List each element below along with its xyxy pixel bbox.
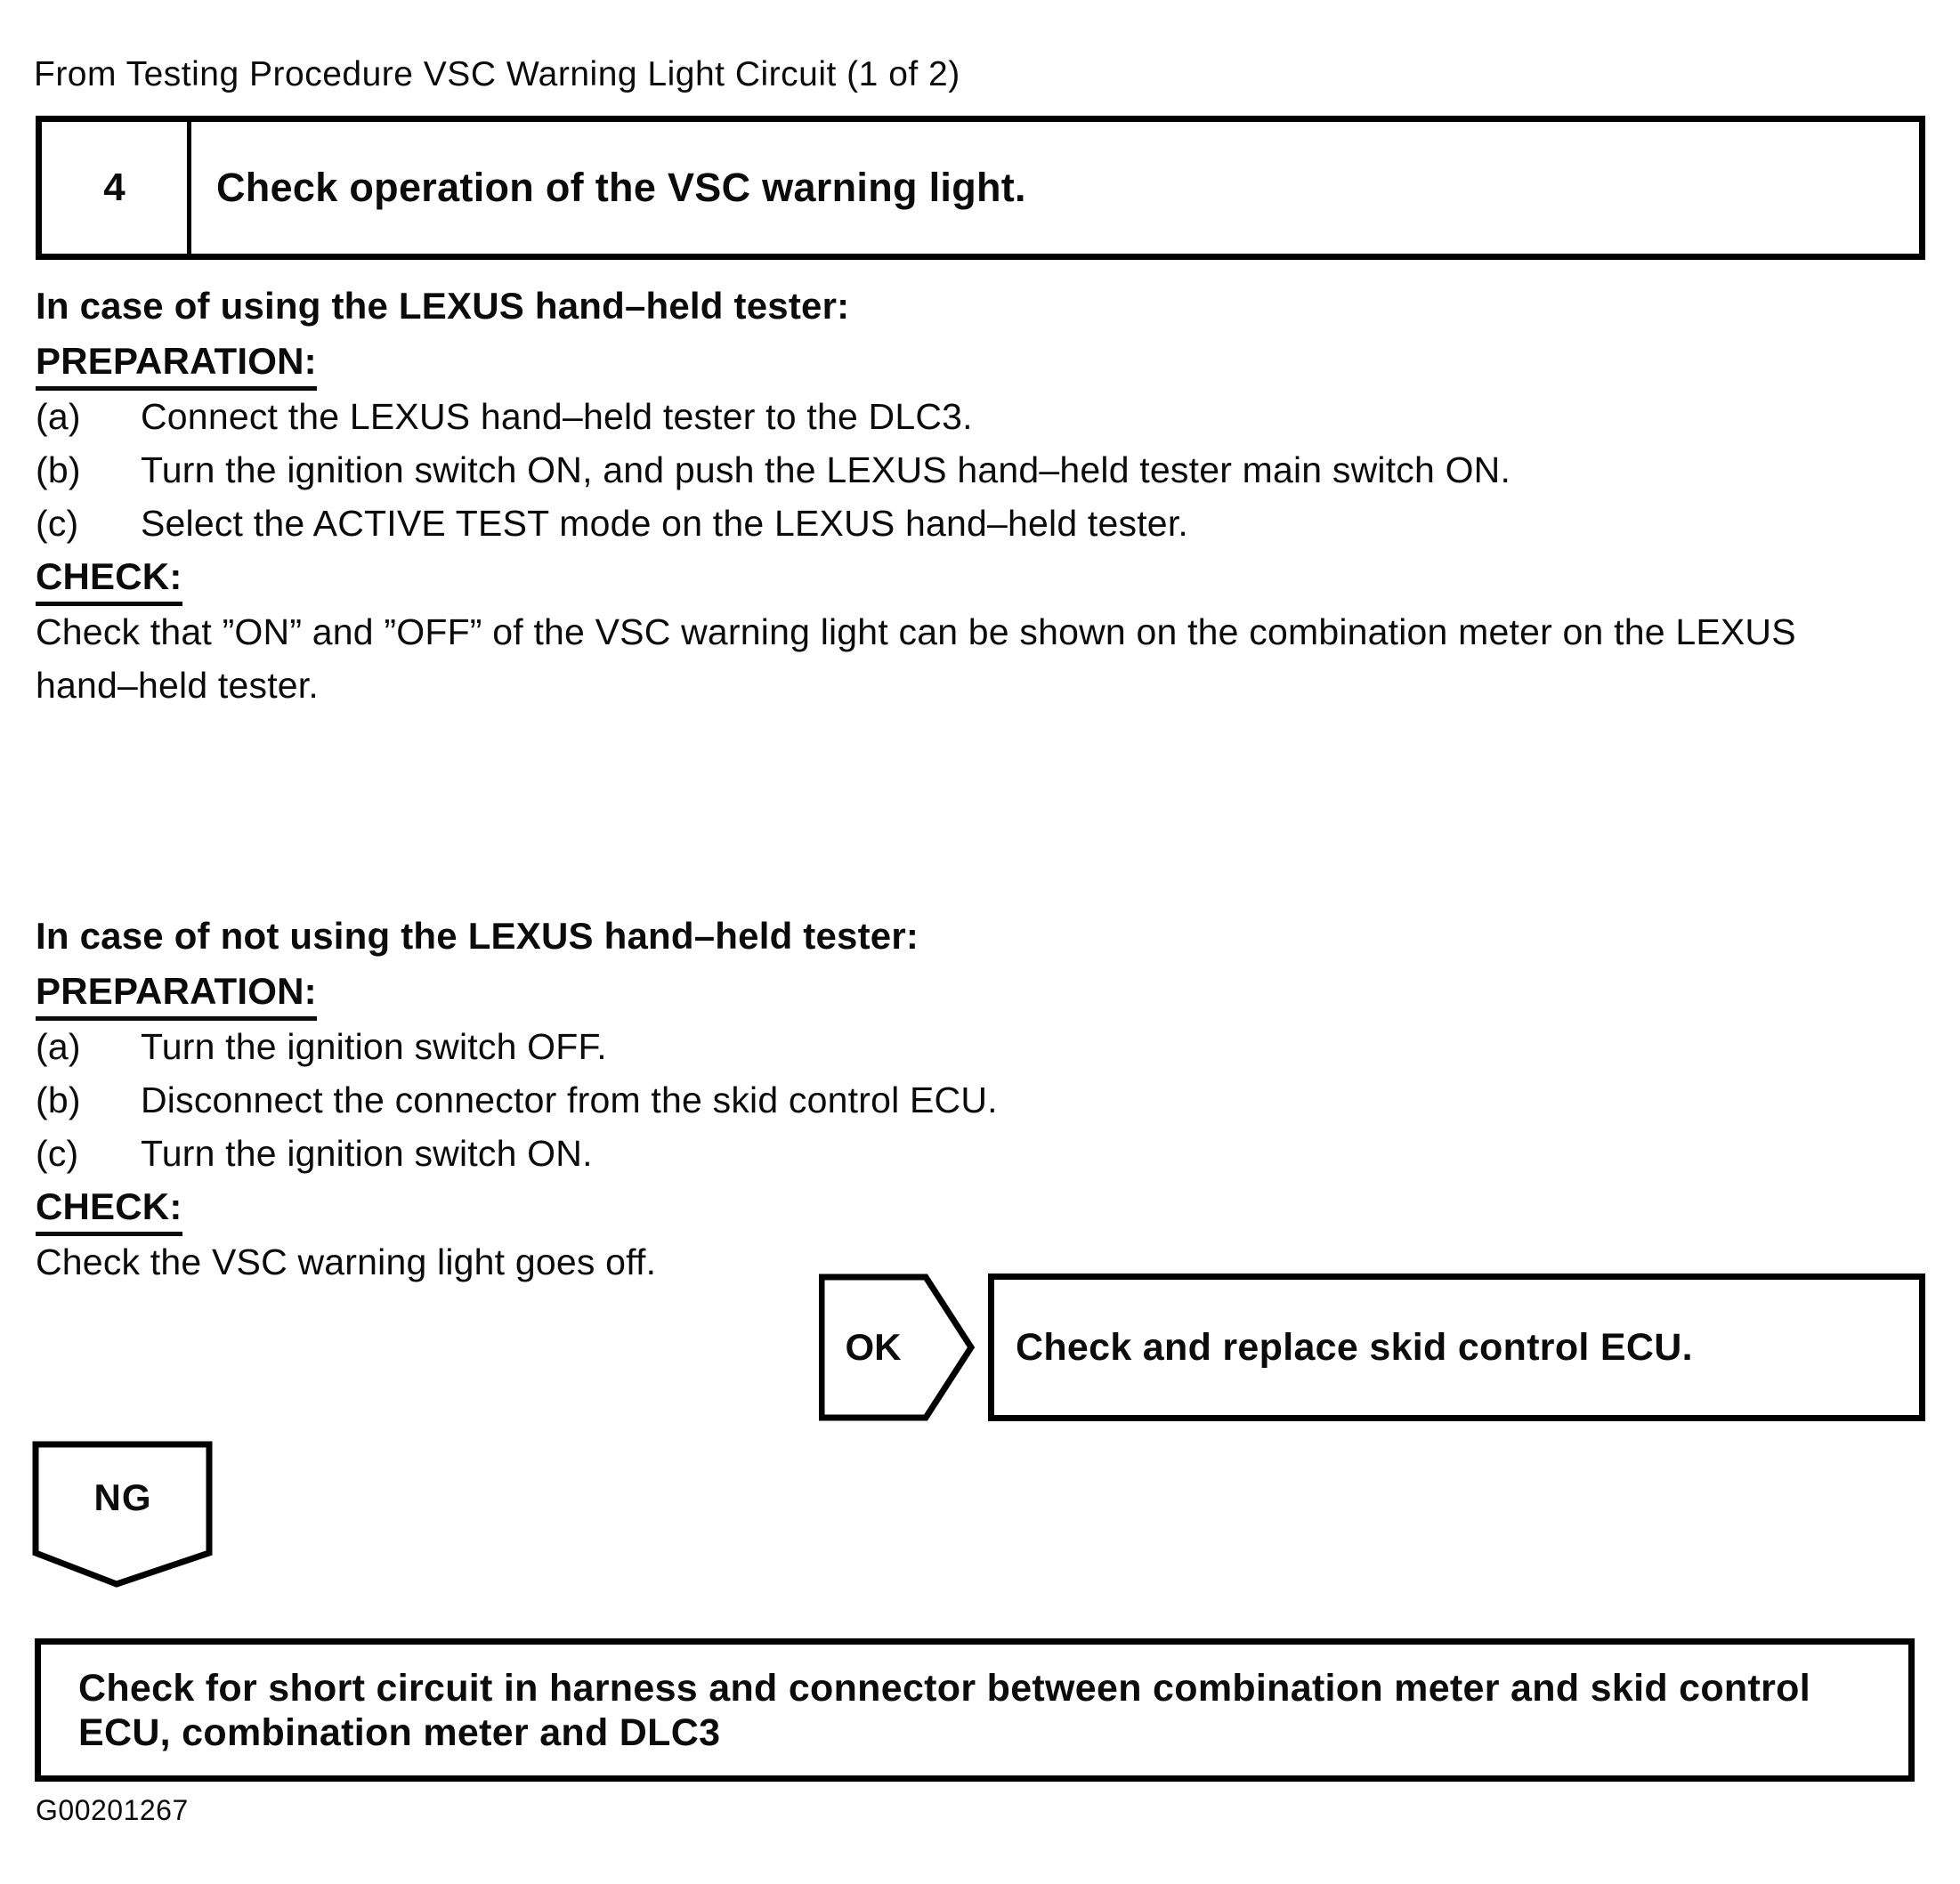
step-item-label: (a): [36, 1026, 81, 1067]
check-text-line: Check the VSC warning light goes off.: [36, 1241, 657, 1282]
section-not-using-tester: [36, 910, 1932, 1289]
prep-step-a: [36, 1020, 1932, 1073]
section-heading: In case of not using the LEXUS hand–held tester:: [36, 915, 919, 957]
ng-label: NG: [93, 1476, 152, 1518]
step-item-text: Disconnect the connector from the skid control ECU.: [141, 1079, 998, 1120]
check-row: [36, 1180, 1932, 1235]
step-item-label: (b): [36, 449, 81, 490]
ng-result-line: Check for short circuit in harness and connector between combination meter and skid control: [78, 1666, 1810, 1710]
step-item-label: (a): [36, 396, 81, 437]
step-item-text: Connect the LEXUS hand–held tester to the DLC3.: [141, 396, 973, 437]
ng-result-line: ECU, combination meter and DLC3: [78, 1710, 721, 1754]
step-box: [36, 116, 1925, 260]
prep-step-b: [36, 1073, 1932, 1127]
figure-id: G00201267: [36, 1794, 189, 1826]
check-label: CHECK:: [36, 554, 182, 606]
check-row: [36, 550, 1932, 605]
check-label: CHECK:: [36, 1185, 182, 1236]
prep-step-c: [36, 1127, 1932, 1180]
step-title: Check operation of the VSC warning light.: [216, 165, 1026, 210]
check-text-line: Check that ”ON” and ”OFF” of the VSC warning light can be shown on the combination meter on the LEXUS: [36, 611, 1796, 652]
step-item-text: Turn the ignition switch ON.: [141, 1133, 593, 1174]
preparation-row: [36, 965, 1932, 1020]
step-item-text: Turn the ignition switch OFF.: [141, 1026, 607, 1067]
ng-result-box: [35, 1638, 1915, 1782]
ok-result-box: [988, 1274, 1925, 1421]
step-item-label: (c): [36, 1133, 79, 1174]
step-item-text: Select the ACTIVE TEST mode on the LEXUS hand–held tester.: [141, 503, 1188, 544]
preparation-label: PREPARATION:: [36, 339, 317, 391]
section-heading: In case of using the LEXUS hand–held tester:: [36, 285, 850, 327]
prep-step-a: [36, 390, 1932, 443]
step-number: 4: [42, 122, 191, 254]
prep-step-b: [36, 443, 1932, 497]
ok-label: OK: [845, 1326, 902, 1368]
header-note: From Testing Procedure VSC Warning Light Circuit (1 of 2): [34, 55, 960, 93]
ok-result-text: Check and replace skid control ECU.: [1016, 1325, 1693, 1369]
prep-step-c: [36, 497, 1932, 550]
preparation-row: [36, 335, 1932, 390]
preparation-label: PREPARATION:: [36, 969, 317, 1021]
step-item-label: (b): [36, 1079, 81, 1120]
check-text-line: hand–held tester.: [36, 665, 319, 706]
section-using-tester: [36, 279, 1932, 712]
step-item-label: (c): [36, 503, 79, 544]
check-paragraph: [36, 605, 1932, 712]
step-item-text: Turn the ignition switch ON, and push the LEXUS hand–held tester main switch ON.: [141, 449, 1511, 490]
